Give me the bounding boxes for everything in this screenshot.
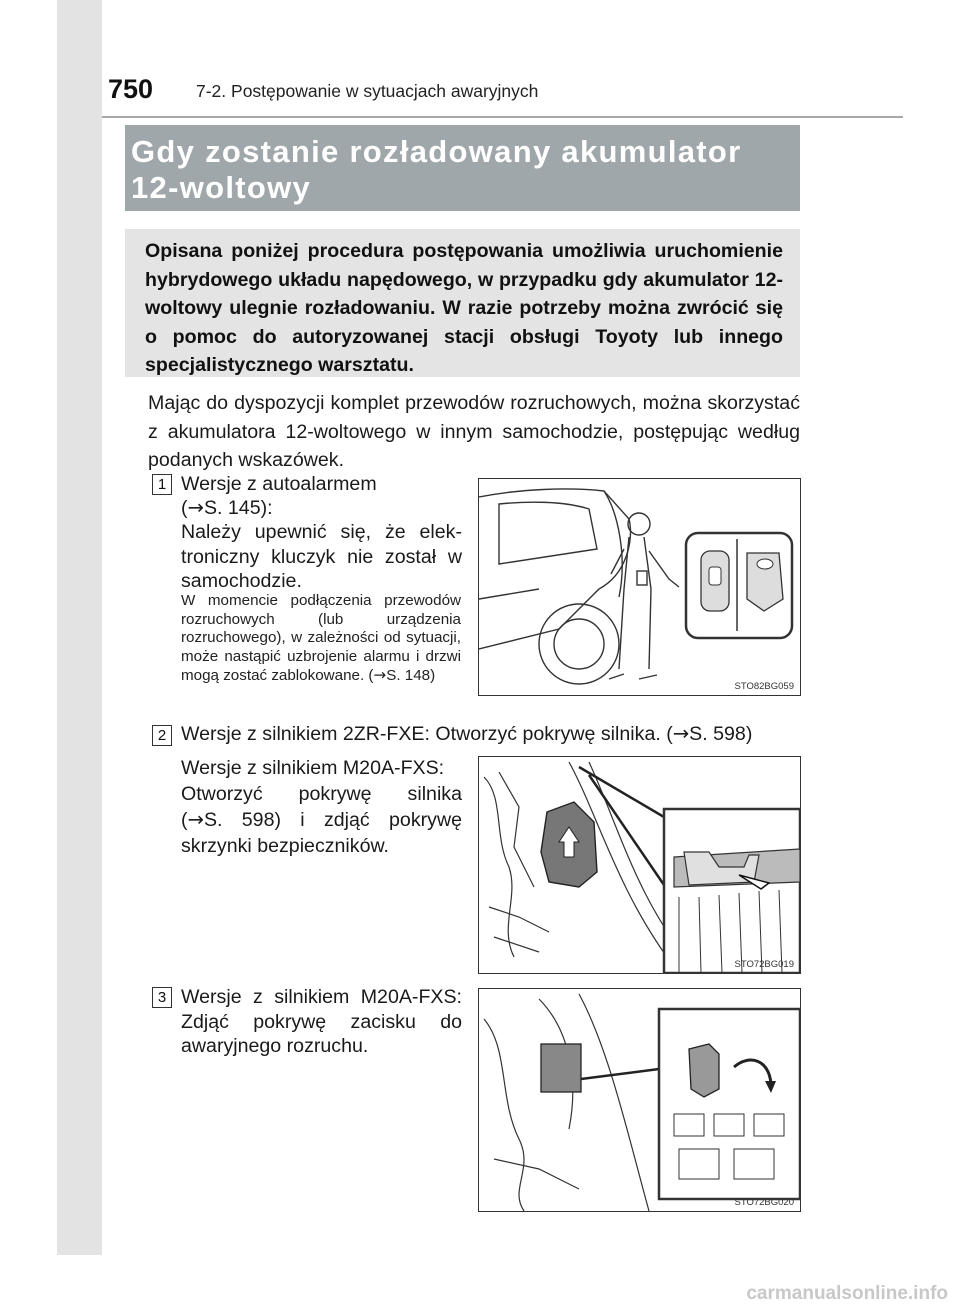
figure-jump-terminal	[478, 988, 801, 1212]
figure-label: STO82BG059	[734, 681, 794, 692]
left-margin-band	[57, 0, 102, 1255]
watermark: carmanualsonline.info	[746, 1283, 948, 1304]
step-2-line-1: Wersje z silnikiem M20A-FXS:	[181, 757, 445, 779]
body-paragraph: Mając do dyspozycji komplet przewodów rozruchowych, można skorzystać z akumulatora 12-woltowego w innym samochodzie, postępując według podanych wskazówek.	[148, 392, 800, 471]
step-1-title: Wersje z autoalarmem	[181, 473, 377, 495]
step-1-text: Należy upewnić się, że elektroniczny kluczyk nie został w samochodzie.	[181, 521, 462, 592]
step-3-text: Wersje z silnikiem M20A-FXS: Zdjąć pokrywę zacisku do awaryjnego rozruchu.	[181, 986, 462, 1057]
engine-fuse-box-illustration	[479, 757, 800, 973]
arrow-right-icon: →	[672, 722, 690, 745]
arrow-right-icon: →	[373, 666, 387, 685]
figure-key-check	[478, 478, 801, 696]
section-header: 7-2. Postępowanie w sytuacjach awaryjnych	[196, 81, 539, 101]
page-number: 750	[108, 74, 154, 104]
arrow-right-icon: →	[187, 808, 204, 831]
step-number-3: 3	[152, 987, 172, 1008]
step-2-text-a: Wersje z silnikiem 2ZR-FXE: Otworzyć pokrywę silnika. (→S. 598)	[181, 722, 753, 745]
figure-label: STO72BG020	[734, 1197, 794, 1208]
car-and-person-illustration	[479, 479, 800, 695]
step-2-line-3: (→S. 598) i zdjąć pokrywę	[181, 808, 462, 831]
jump-start-terminal-illustration	[479, 989, 800, 1211]
step-1-reference: (→S. 145):	[181, 496, 273, 519]
step-2-line-4: skrzynki bezpieczników.	[181, 835, 389, 857]
page-title: Gdy zostanie rozładowany akumulator 12-woltowy	[131, 134, 742, 205]
figure-fuse-box	[478, 756, 801, 974]
intro-text: Opisana poniżej procedura postępowania umożliwia uruchomienie hybrydowego układu napędowego, w przypadku gdy akumulator 12-woltowy ulegnie rozładowaniu. W razie potrzeby można zwrócić się o pomoc do autoryzowanej stacji obsługi Toyoty lub innego specjalistycznego warsztatu.	[145, 240, 783, 376]
figure-label: STO72BG019	[734, 959, 794, 970]
step-1-note: W momencie podłączenia przewodów rozruchowych (lub urządzenia rozruchowego), w zależności od sytuacji, może nastąpić uzbrojenie alarmu i drzwi mogą zostać zablokowane. (→S. 148)	[181, 592, 461, 685]
step-number-1: 1	[152, 474, 172, 495]
step-2-line-2: Otworzyć pokrywę silnika	[181, 783, 462, 805]
arrow-right-icon: →	[187, 496, 204, 519]
step-number-2: 2	[152, 725, 172, 746]
header-divider	[102, 116, 903, 118]
